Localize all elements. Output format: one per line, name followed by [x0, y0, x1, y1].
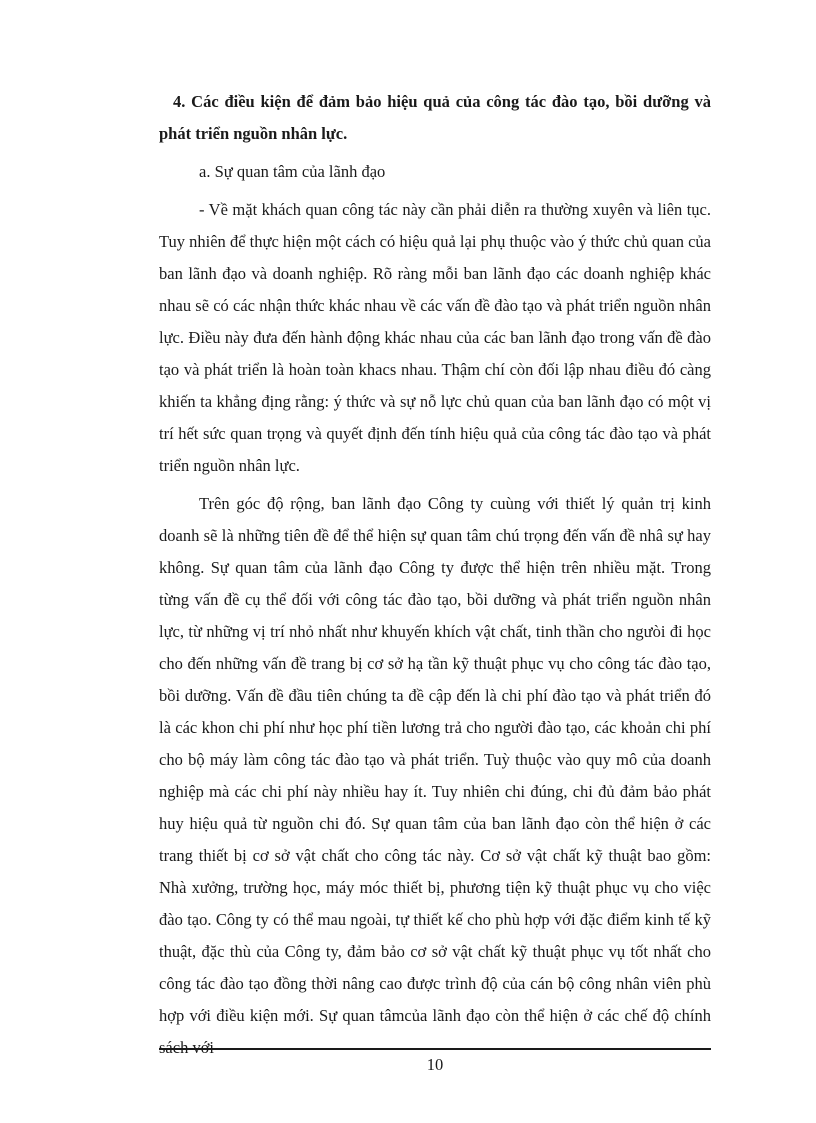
paragraph: - Về mặt khách quan công tác này cần phải diễn ra thường xuyên và liên tục. Tuy nhiên để thực hiện một cách có hiệu quả lại phụ thuộc vào ý thức chủ quan của ban lãnh đạo và doanh nghiệp. Rõ ràng mỗi ban lãnh đạo các doanh nghiệp khác nhau sẽ có các nhận thức khác nhau về các vấn đề đào tạo và phát triển nguồn nhân lực. Điều này đưa đến hành động khác nhau của các ban lãnh đạo trong vấn đề đào tạo và phát triển là hoàn toàn khacs nhau. Thậm chí còn đối lập nhau điều đó càng khiến ta khẳng địng rằng: ý thức và sự nỗ lực chủ quan của ban lãnh đạo có một vị trí hết sức quan trọng và quyết định đến tính hiệu quả của công tác đào tạo và phát triển nguồn nhân lực. [159, 200, 711, 475]
footer-divider [159, 1048, 711, 1050]
page-number: 10 [426, 1055, 444, 1074]
page-content [159, 86, 711, 1064]
section-subheading: a. Sự quan tâm của lãnh đạo [199, 162, 386, 181]
paragraph: Trên góc độ rộng, ban lãnh đạo Công ty cuùng với thiết lý quản trị kinh doanh sẽ là những tiên đề để thể hiện sự quan tâm chú trọng đến vấn đề nhâ sự hay không. Sự quan tâm của lãnh đạo Công ty được thể hiện trên nhiều mặt. Trong từng vấn đề cụ thể đối với công tác đào tạo, bồi dưỡng và phát triển nguồn nhân lực, từ những vị trí nhỏ nhất như khuyến khích vật chất, tinh thần cho ngưòi đi học cho đến những vấn đề trang bị cơ sở hạ tần kỹ thuật phục vụ cho công tác đào tạo, bồi dưỡng. Vấn đề đầu tiên chúng ta đề cập đến là chi phí đào tạo và phát triển đó là các khon chi phí như học phí tiền lương trả cho người đào tạo, các khoản chi phí cho bộ máy làm công tác đào tạo và phát triển. Tuỳ thuộc vào quy mô của doanh nghiệp mà các chi phí này nhiều hay ít. Tuy nhiên chi đúng, chi đủ đảm bảo phát huy hiệu quả từ nguồn chi đó. Sự quan tâm của ban lãnh đạo còn thể hiện ở các trang thiết bị cơ sở vật chất cho công tác này. Cơ sở vật chất kỹ thuật bao gồm: Nhà xưởng, trường học, máy móc thiết bị, phương tiện kỹ thuật phục vụ cho việc đào tạo. Công ty có thể mau ngoài, tự thiết kế cho phù hợp với đặc điểm kinh tế kỹ thuật, đặc thù của Công ty, đảm bảo cơ sở vật chất kỹ thuật phục vụ tốt nhất cho công tác đào tạo đồng thời nâng cao được trình độ của cán bộ công nhân viên phù hợp với điều kiện mới. Sự quan tâmcủa lãnh đạo còn thể hiện ở các chế độ chính sách với [159, 494, 711, 1057]
section-heading: 4. Các điều kiện để đảm bảo hiệu quả của công tác đào tạo, bồi dưỡng và phát triển nguồn nhân lực. [159, 92, 711, 143]
